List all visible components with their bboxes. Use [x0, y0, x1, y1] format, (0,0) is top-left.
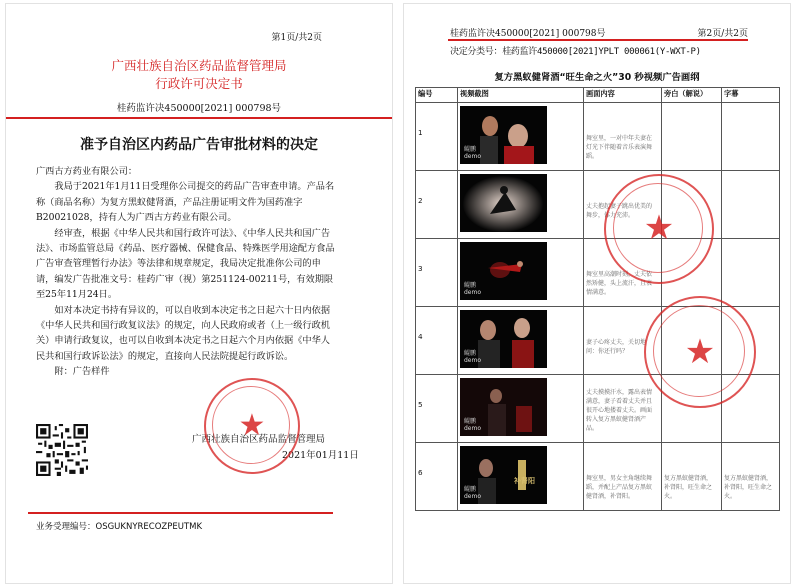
official-seal-left	[204, 378, 300, 474]
table-row	[416, 171, 780, 239]
row-number: 1	[418, 128, 423, 137]
header-document-number: 桂药监许决450000[2021] 000798号	[450, 29, 606, 39]
demo-watermark: 鲲鹏 demo	[464, 486, 482, 500]
official-seal-right-lower	[644, 296, 756, 408]
scene-description: 舞室里高潮时刻，丈夫依然矫健，头上流汗，且表情满意。	[586, 271, 653, 296]
right-document-page	[404, 4, 790, 583]
seal-star-icon: ★	[238, 408, 266, 443]
attachment-note: 附：广告样件	[54, 366, 110, 378]
caption-cell	[722, 103, 780, 171]
qr-code	[36, 424, 88, 476]
seal-star-icon: ★	[684, 332, 716, 372]
row-number: 6	[418, 468, 423, 477]
column-header: 编号	[416, 88, 458, 103]
video-frame	[460, 174, 547, 232]
footer-divider	[28, 512, 333, 514]
paragraph-2: 经审查，根据《中华人民共和国行政许可法》、《中华人民共和国广告法》、市场监管总局《药品、医疗器械、保健食品、特殊医学用途配方食品广告审查管理暂行办法》等法律和规章规定，我局决定批准你公司的申请，编发广告批准文号：桂药广审（视）第251124-00211号，有效期限至25年11月24日。	[36, 227, 335, 301]
document-number: 桂药监许决450000[2021] 000798号	[116, 103, 282, 114]
scene-description: 舞室里，男女主角继续舞蹈，并配上产品复方黑蚁健肾酒，补肾阳。	[586, 475, 653, 500]
scene-description: 丈夫抱起妻子跳出优美的舞步，体力充沛。	[586, 203, 653, 219]
narration-cell	[662, 103, 722, 171]
storyboard-title: 复方黑蚁健肾酒“旺生命之火”30 秒视频广告画纲	[494, 72, 700, 83]
demo-watermark: 鲲鹏 demo	[464, 418, 482, 432]
seal-star-icon: ★	[643, 208, 675, 248]
video-frame	[460, 242, 547, 300]
caption-cell	[722, 171, 780, 239]
page-number: 第2页/共2页	[697, 29, 748, 39]
signing-authority: 广西壮族自治区药品监督管理局	[192, 434, 326, 445]
demo-watermark: 鲲鹏 demo	[464, 350, 482, 364]
frame-overlay-text: 补肾阳	[514, 477, 535, 485]
business-acceptance-number: 业务受理编号：OSGUKNYRECOZPEUTMK	[36, 522, 203, 532]
red-divider	[448, 39, 748, 41]
decision-classification-number: 决定分类号：桂药监许450000[2021]YPLT 000061(Y-WXT-P)	[450, 47, 701, 57]
column-header: 旁白（解说）	[662, 88, 722, 103]
left-document-page	[6, 4, 392, 583]
decision-body	[36, 164, 336, 380]
decision-title: 准予自治区内药品广告审批材料的决定	[80, 137, 318, 153]
official-seal-right-upper	[604, 174, 714, 284]
caption-cell: 复方黑蚁健肾酒，补肾阳，旺生命之火。	[724, 475, 773, 500]
video-frame	[460, 310, 547, 368]
signing-date: 2021年01月11日	[282, 450, 359, 461]
video-frame	[460, 106, 547, 164]
paragraph-3: 如对本决定书持有异议的，可以自收到本决定书之日起六十日内依据《中华人民共和国行政复议法》的规定，向人民政府或者（上一级行政机关）申请行政复议，也可以自收到本决定书之日起六个月内依据《中华人民共和国行政诉讼法》的规定，直接向人民法院提起行政诉讼。	[36, 304, 331, 362]
addressee: 广西古方药业有限公司：	[36, 166, 138, 177]
column-header: 视频截图	[458, 88, 584, 103]
row-number: 5	[418, 400, 423, 409]
video-frame	[460, 446, 547, 504]
scene-description: 妻子心疼丈夫，关切地问：你还行吗？	[586, 339, 647, 355]
table-header-row	[416, 88, 780, 103]
row-number: 4	[418, 332, 423, 341]
document-type: 行政许可决定书	[155, 76, 243, 91]
table-row	[416, 443, 780, 511]
scene-description: 丈夫摸摸汗水，露出表情满意，妻子看着丈夫并且很开心地搂着丈夫。画面转入复方黑蚁健肾酒产品。	[586, 389, 653, 432]
page-number: 第1页/共2页	[271, 33, 322, 43]
storyboard-table	[415, 87, 780, 511]
demo-watermark: 鲲鹏 demo	[464, 146, 482, 160]
paragraph-1: 我局于2021年1月11日受理你公司提交的药品广告审查申请。产品名称（商品名称）为复方黑蚁健肾酒，产品注册证明文件为国药准字B20021028，持有人为广西古方药业有限公司。	[36, 181, 335, 224]
org-name: 广西壮族自治区药品监督管理局	[111, 58, 287, 73]
table-row	[416, 103, 780, 171]
frame-illustration	[460, 174, 547, 232]
row-number: 3	[418, 264, 423, 273]
demo-watermark: 鲲鹏 demo	[464, 282, 482, 296]
column-header: 字幕	[722, 88, 780, 103]
narration-cell: 复方黑蚁健肾酒，补肾阳，旺生命之火。	[664, 475, 713, 500]
red-divider	[6, 117, 392, 119]
caption-cell	[722, 239, 780, 307]
issuing-organization	[6, 57, 392, 93]
table-row	[416, 239, 780, 307]
row-number: 2	[418, 196, 423, 205]
column-header: 画面内容	[584, 88, 662, 103]
video-frame	[460, 378, 547, 436]
scene-description: 舞室里，一对中年夫妻在灯光下伴随着音乐表演舞蹈。	[586, 135, 653, 160]
